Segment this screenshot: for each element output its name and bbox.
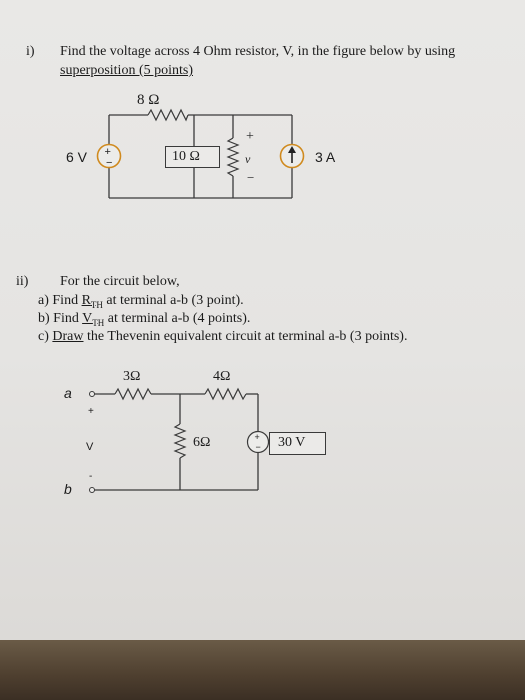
q2-b-prefix: b) [38,311,50,326]
c2-30v-label: 30 V [278,435,306,450]
q2-b-rest: at terminal a-b (4 points). [107,311,251,326]
q2-b-sym: V [82,311,93,326]
c1-plus-sign: + [246,129,254,144]
q2-c-verb: Draw [52,329,84,344]
q2-c-prefix: c) [38,329,49,344]
q2-number: ii) [16,274,29,289]
c1-3a-label: 3 A [315,149,336,165]
c2-node-a-label: a [64,385,72,401]
c1-v-label: v [245,152,251,166]
c1-vs-minus: − [106,157,113,169]
c2-6ohm-resistor [175,424,185,458]
c1-10ohm-label: 10 Ω [172,149,200,164]
q2-a-sym: R [81,293,91,308]
c2-terminal-b [90,488,95,493]
q1-line2: superposition (5 points) [60,63,193,78]
q2-b-verb: Find [53,311,79,326]
c1-8ohm-label: 8 Ω [137,92,160,108]
c2-3ohm-label: 3Ω [123,369,141,384]
c2-4ohm-label: 4Ω [213,369,231,384]
svg-text:−: − [255,442,261,452]
c2-node-b-label: b [64,481,72,497]
c2-v-label: V [86,441,94,453]
q1-number: i) [26,44,35,59]
c2-4ohm-resistor [205,389,246,399]
c2-3ohm-resistor [115,389,151,399]
c1-vs-plus: + [104,146,111,158]
carpet-background [0,640,525,700]
c2-terminal-a [90,392,95,397]
q2-b-sub: TH [92,317,105,328]
c2-6ohm-label: 6Ω [193,435,211,450]
c1-minus-sign: − [247,170,255,185]
q2-intro: For the circuit below, [60,274,180,289]
c1-6v-label: 6 V [66,149,88,165]
svg-text:+: + [254,432,260,442]
q2-a-verb: Find [52,293,79,308]
q1-line1: Find the voltage across 4 Ohm resistor, V, in the figure below by using [60,44,456,59]
q2-a-rest: at terminal a-b (3 point). [106,293,244,308]
q2-a-sub: TH [90,299,103,310]
q2-c-rest: the Thevenin equivalent circuit at terminal a-b (3 points). [87,329,408,344]
c2-minus-sign: - [89,471,93,482]
q2-a-prefix: a) [38,293,49,308]
c2-plus-sign: + [88,406,94,417]
